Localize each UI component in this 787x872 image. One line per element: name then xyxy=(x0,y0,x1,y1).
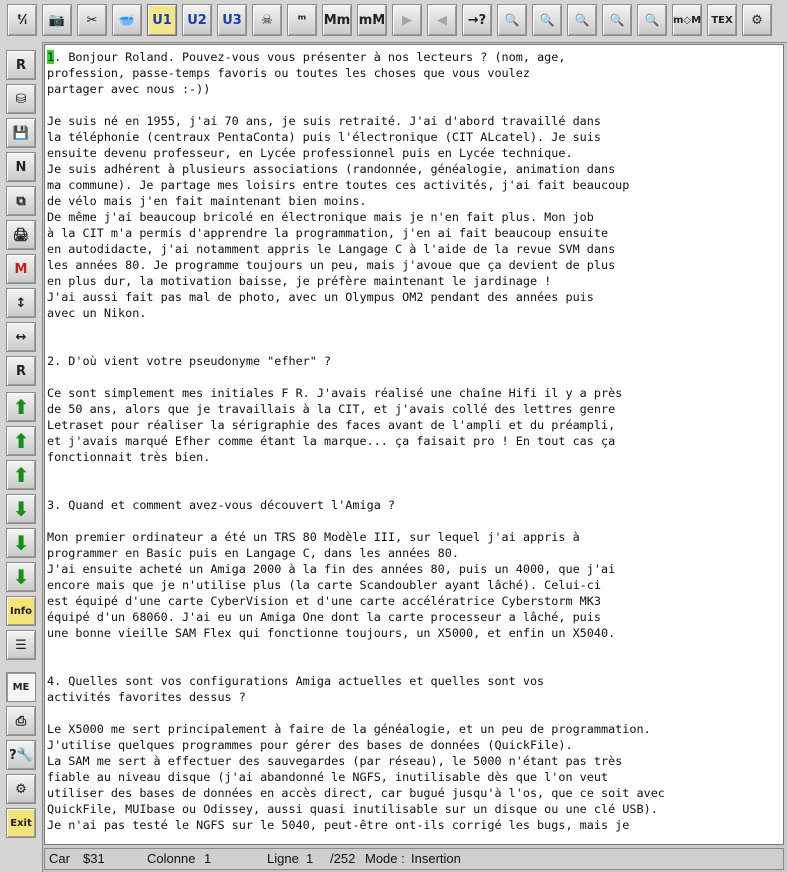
user1-button[interactable]: U1 xyxy=(147,4,177,36)
user3-button[interactable]: U3 xyxy=(217,4,247,36)
mail-icon[interactable]: M xyxy=(6,254,36,284)
top-toolbar xyxy=(0,0,787,43)
print-icon[interactable]: 🖨 xyxy=(6,220,36,250)
chat-icon[interactable]: ME xyxy=(6,672,36,702)
text-editor[interactable] xyxy=(44,44,784,845)
forward-icon[interactable]: ▶ xyxy=(392,4,422,36)
info-icon[interactable]: Info xyxy=(6,596,36,626)
replace-icon[interactable]: R xyxy=(6,356,36,386)
cut-icon[interactable]: ✂ xyxy=(77,4,107,36)
status-line-value: 1 xyxy=(306,851,314,866)
list-icon[interactable]: ☰ xyxy=(6,630,36,660)
text-cursor: 1 xyxy=(47,50,55,64)
status-bar xyxy=(44,848,784,870)
status-col-value: 1 xyxy=(204,851,212,866)
up-arrow-icon[interactable]: ⬆ xyxy=(6,460,36,490)
search-icon-2[interactable]: 🔍 xyxy=(532,4,562,36)
editor-content[interactable]: . Bonjour Roland. Pouvez-vous vous présenter à nos lecteurs ? (nom, age, profession, passe-temps favoris ou toutes les choses que vous voulez partager avec nous :-)) Je suis né en 1955, j'ai 70 ans, je suis retraité. J'ai d'abord travaillé dans la téléphonie (centraux PentaConta) puis l'électronique (CIT ALcatel). Je suis ensuite devenu professeur, en Lycée professionnel puis en Lycée technique. Je suis adhérent à plusieurs associations (randonnée, généalogie, animation dans ma commune). Je partage mes loisirs entre toutes ces activités, j'ai fait beaucoup de vélo mais j'en fait maintenant bien moins. De même j'ai beaucoup bricolé en électronique mais je n'en fait plus. Mon job à la CIT m'a permis d'apprendre la programmation, j'en ai fait beaucoup ensuite en autodidacte, j'ai notamment appris le Langage C à l'aide de la revue SVM dans les années 80. Je programme toujours un peu, mais j'avoue que ça devient de plus en plus dur, la motivation baisse, je préfère maintenant le jardinage ! J'ai aussi fait pas mal de photo, avec un Olympus OM2 pendant des années puis avec un Nikon. 2. D'où vient votre pseudonyme "efher" ? Ce sont simplement mes initiales F R. J'avais réalisé une chaîne Hifi il y a près de 50 ans, alors que je travaillais à la CIT, et j'avais collé des lettres genre Letraset pour réaliser la sérigraphie des faces avant de l'ampli et du préampli, et j'avais marqué Efher comme étant la marque... ça faisait pro ! En tout cas ça fonctionnait très bien. 3. Quand et comment avez-vous découvert l'Amiga ? Mon premier ordinateur a été un TRS 80 Modèle III, sur lequel j'ai appris à programmer en Basic puis en Langage C, dans les années 80. J'ai ensuite acheté un Amiga 2000 à la fin des années 80, puis un 4000, que j'ai encore mais que je n'utilise plus (la carte Scandoubler ayant lâché). Celui-ci est équipé d'une carte CyberVision et d'une carte accélératrice Cyberstorm MK3 équipé d'un 68060. J'ai eu un Amiga One dont la carte processeur a lâché, puis une bonne vieille SAM Flex qui fonctionne toujours, un X5000, et enfin un X5040. 4. Quelles sont vos configurations Amiga actuelles et quelles sont vos activités favorites dessus ? Le X5000 me sert principalement à faire de la généalogie, et un peu de programmation. J'utilise quelques programmes pour gérer des bases de données (QuickFile). La SAM me sert à effectuer des sauvegardes (par réseau), le 5000 n'étant pas très fiable au niveau disque (j'ai abandonné le NGFS, inutilisable dès que l'on veut utiliser des bases de données en accès direct, car bugué jusqu'à l'os, que ce soit avec QuickFile, MUIbase ou Odissey, aussi quasi inutilisable sur un disque ou une clé USB). Je n'ai pas testé le NGFS sur le 5040, peut-être ont-ils corrigé les bugs, mais je xyxy=(47,50,665,832)
mM-icon[interactable]: mM xyxy=(357,4,387,36)
search-icon-1[interactable]: 🔍 xyxy=(497,4,527,36)
mM-convert-icon[interactable]: m◇M xyxy=(672,4,702,36)
settings-icon[interactable]: ⚙ xyxy=(6,774,36,804)
search-icon-4[interactable]: 🔍 xyxy=(602,4,632,36)
virus-icon[interactable]: ☠ xyxy=(252,4,282,36)
status-line-total: /252 xyxy=(330,851,356,866)
search-icon-5[interactable]: 🔍 xyxy=(637,4,667,36)
status-col-label: Colonne xyxy=(147,851,196,866)
vertical-resize-icon[interactable]: ↕ xyxy=(6,288,36,318)
horizontal-resize-icon[interactable]: ↔ xyxy=(6,322,36,352)
help-tools-icon[interactable]: ?🔧 xyxy=(6,740,36,770)
copy-icon[interactable]: ⧉ xyxy=(6,186,36,216)
new-file-icon[interactable]: N xyxy=(6,152,36,182)
status-mode-label: Mode : xyxy=(365,851,405,866)
load-icon[interactable]: ⛁ xyxy=(6,84,36,114)
bowl-icon[interactable]: 🥣 xyxy=(112,4,142,36)
status-car-value: $31 xyxy=(83,851,105,866)
status-line-label: Ligne xyxy=(267,851,299,866)
page-down-arrow-icon[interactable]: ⬇ xyxy=(6,528,36,558)
status-car-label: Car xyxy=(49,851,70,866)
about-icon[interactable]: ᵗ⁄ᵢ xyxy=(7,4,37,36)
left-sidebar xyxy=(0,42,43,872)
editor-text[interactable] xyxy=(45,45,783,833)
exit-icon[interactable]: Exit xyxy=(6,808,36,838)
status-mode-value: Insertion xyxy=(411,851,461,866)
lowercase-icon[interactable]: ᵐ xyxy=(287,4,317,36)
page-up-arrow-icon[interactable]: ⬆ xyxy=(6,426,36,456)
goto-help-icon[interactable]: →? xyxy=(462,4,492,36)
save-icon[interactable]: 💾 xyxy=(6,118,36,148)
blue-tool-icon[interactable]: ⚙ xyxy=(742,4,772,36)
search-icon-3[interactable]: 🔍 xyxy=(567,4,597,36)
down-arrow-icon[interactable]: ⬇ xyxy=(6,494,36,524)
bottom-arrow-icon[interactable]: ⬇ xyxy=(6,562,36,592)
camera-icon[interactable]: 📷 xyxy=(42,4,72,36)
open-file-icon[interactable]: R xyxy=(6,50,36,80)
top-arrow-icon[interactable]: ⬆ xyxy=(6,392,36,422)
back-icon[interactable]: ◀ xyxy=(427,4,457,36)
mm-icon[interactable]: Mm xyxy=(322,4,352,36)
user2-button[interactable]: U2 xyxy=(182,4,212,36)
tex-icon[interactable]: TEX xyxy=(707,4,737,36)
printer-icon[interactable]: ⎙ xyxy=(6,706,36,736)
